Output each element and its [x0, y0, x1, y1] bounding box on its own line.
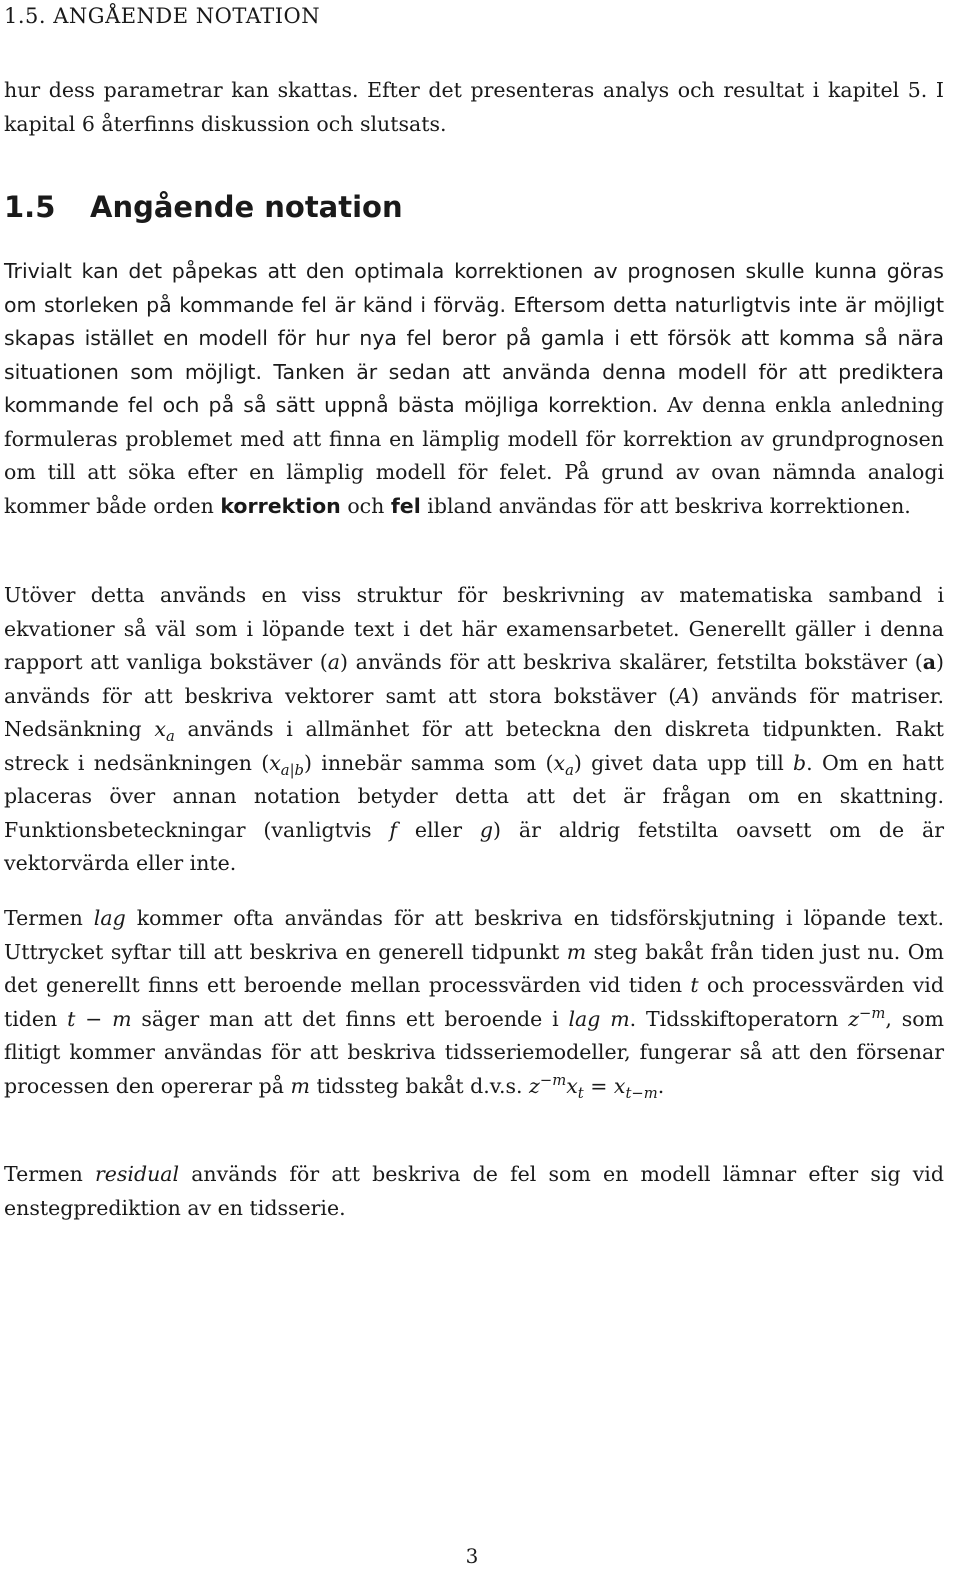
equation-x: x [566, 1073, 578, 1098]
text-run: kommer ofta användas för att beskriva en tidsförskjutning i löpande text. Uttrycket syftar till att beskriva en generell tidpunkt [4, 906, 944, 964]
math-g: g [479, 817, 493, 842]
term-lag: lag [93, 906, 126, 930]
math-matrix: A [676, 683, 692, 708]
paragraph-sans-part: Trivialt kan det påpekas att den optimala korrektionen av prognosen skulle kunna göras om storleken på kommande fel är känd i förväg. Eftersom detta naturligtvis inte är möjligt skapas istället en modell för hur nya fel beror på gamla i ett försök att komma så nära situationen som möjligt. Tanken är sedan att använda denna modell för att prediktera kommande fel och på så sätt uppnå bästa möjliga korrektion. [4, 259, 944, 417]
text-run: ) är aldrig fetstilta oavsett om de är vektorvärda eller inte. [4, 817, 944, 875]
math-superscript: −m [859, 1004, 886, 1022]
word-och: och [347, 493, 385, 518]
text-run: . Om en hatt placeras över annan notation betyder detta att det är frågan om en skattning. Funktionsbeteckningar (vanligtvis [4, 750, 944, 842]
math-subscript: a [565, 761, 574, 779]
section-heading [4, 190, 403, 224]
text-run: ) används för att beskriva skalärer, fetstilta bokstäver ( [340, 650, 923, 674]
page-number: 3 [465, 1544, 479, 1568]
intro-paragraph: hur dess parametrar kan skattas. Efter det presenteras analys och resultat i kapitel 5. I kapital 6 återfinns diskussion och slutsats. [4, 78, 944, 136]
term-residual: residual [94, 1162, 180, 1186]
text-run: säger man att det finns ett beroende i [131, 1006, 569, 1031]
math-t-minus-m: t − m [67, 1006, 132, 1031]
text-run: används i allmänhet för att beteckna den diskreta tidpunkten. Rakt streck i nedsänkningen ( [4, 717, 944, 775]
running-header: 1.5. ANGÅENDE NOTATION [4, 4, 321, 28]
equation-subscript: t [577, 1084, 584, 1102]
paragraph-residual [4, 1158, 944, 1225]
term-fel: fel [390, 493, 421, 518]
math-b: b [793, 750, 807, 775]
math-m: m [290, 1073, 310, 1098]
paragraph-notation [4, 579, 944, 881]
text-run: Utöver detta används en viss struktur för beskrivning av matematiska samband i ekvationer så väl som i löpande text i det här examensarbetet. Generellt gäller i denna rapport att vanliga bokstäver ( [4, 583, 944, 674]
text-run: . Tidsskiftoperatorn [629, 1006, 849, 1031]
math-x: x [154, 717, 166, 741]
text-run: , som flitigt kommer användas för att beskriva tidsseriemodeller, fungerar så att den försenar processen den opererar på [4, 1006, 944, 1098]
math-t: t [690, 973, 699, 997]
text-run: ) används för matriser. Nedsänkning [4, 683, 944, 741]
math-subscript: a [165, 728, 175, 746]
section-number: 1.5 [4, 190, 56, 224]
math-vector: a [922, 650, 936, 674]
text-run: och processvärden vid tiden [4, 973, 944, 1031]
math-m: m [566, 939, 587, 964]
term-lag-m: lag m [568, 1006, 630, 1031]
equation-rhs: = x [583, 1073, 626, 1098]
math-scalar: a [327, 650, 341, 674]
paragraph-correction [4, 255, 944, 523]
math-x: x [553, 750, 566, 775]
math-f: f [389, 817, 397, 842]
equation-z: z [529, 1073, 540, 1098]
section-title: Angående notation [90, 190, 403, 224]
paragraph-serif-part: Av denna enkla anledning formuleras problemet med att finna en lämplig modell för korrektion av grundprognosen om till att söka efter en lämplig modell för felet. På grund av ovan nämnda analogi kommer både orden [4, 393, 944, 518]
text-run: Termen [4, 1162, 95, 1186]
text-run: steg bakåt från tiden just nu. Om det generellt finns ett beroende mellan processvärden vid tiden [4, 939, 944, 997]
math-z: z [848, 1006, 859, 1031]
equation-superscript: −m [539, 1071, 567, 1089]
math-x: x [269, 750, 281, 775]
equation-end: . [657, 1073, 665, 1098]
paragraph-lag [4, 902, 944, 1103]
text-run: ) innebär samma som ( [304, 750, 554, 775]
math-subscript: a|b [280, 761, 305, 779]
text-run: eller [396, 817, 480, 842]
text-run: ) används för att beskriva vektorer samt att stora bokstäver ( [4, 650, 944, 708]
text-run: ) givet data upp till [573, 750, 794, 775]
text-run: används för att beskriva de fel som en modell lämnar efter sig vid enstegprediktion av en tidsserie. [4, 1162, 944, 1220]
term-korrektion: korrektion [220, 493, 341, 518]
paragraph-end: ibland användas för att beskriva korrektionen. [427, 493, 911, 518]
text-run: Termen [4, 906, 94, 930]
text-run: tidssteg bakåt d.v.s. [309, 1073, 530, 1098]
equation-rhs-subscript: t−m [625, 1084, 658, 1102]
